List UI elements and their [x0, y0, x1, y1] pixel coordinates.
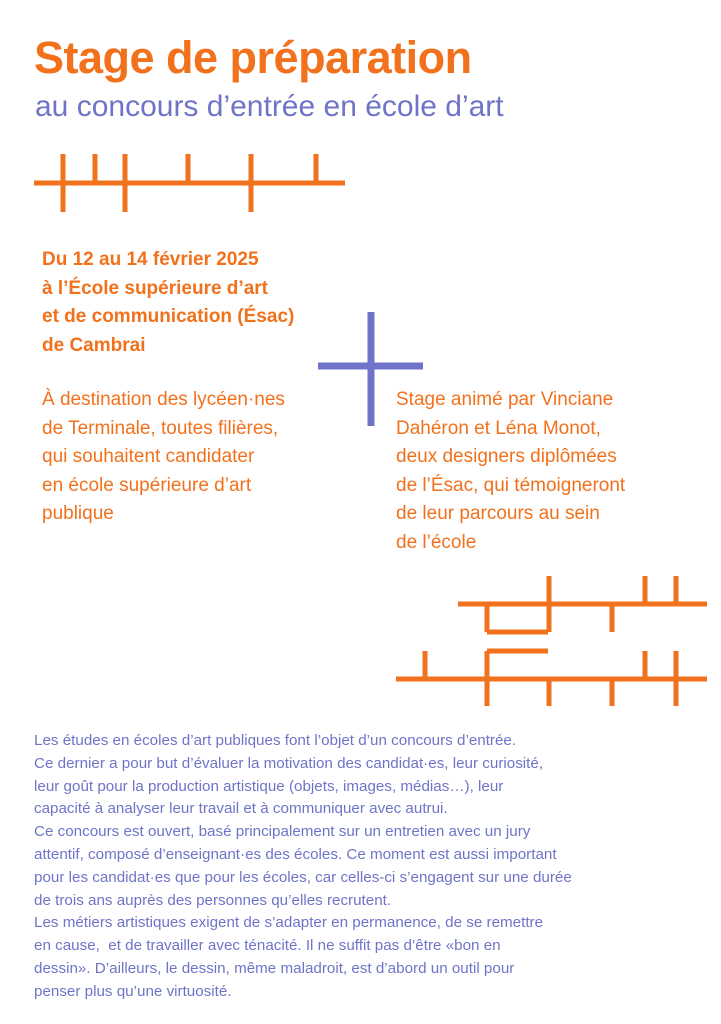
hosts-line: Dahéron et Léna Monot, [396, 417, 601, 439]
body-line: penser plus qu’une virtuosité. [34, 982, 232, 1000]
audience-line: en école supérieure d’art [42, 474, 252, 496]
body-line: en cause, et de travailler avec ténacité. Il ne suffit pas d’être «bon en [34, 937, 501, 955]
hosts-line: de l’école [396, 531, 477, 553]
audience-line: qui souhaitent candidater [42, 446, 255, 467]
event-info-line: Du 12 au 14 février 2025 [42, 249, 259, 270]
event-info-line: de Cambrai [42, 334, 146, 356]
audience-line: À destination des lycéen·nes [42, 389, 285, 410]
hosts-line: de l’Ésac, qui témoigneront [396, 474, 626, 496]
audience-line: de Terminale, toutes filières, [42, 417, 279, 439]
body-line: Les études en écoles d’art publiques font l’objet d’un concours d’entrée. [34, 732, 517, 749]
event-info-line: à l’École supérieure d’art [42, 277, 268, 299]
body-line: Les métiers artistiques exigent de s’adapter en permanence, de se remettre [34, 914, 544, 932]
body-line: attentif, composé d’enseignant·es des écoles. Ce moment est aussi important [34, 845, 557, 863]
hosts-line: Stage animé par Vinciane [396, 389, 614, 410]
event-info [42, 246, 294, 360]
body-line: dessin». D’ailleurs, le dessin, même maladroit, est d’abord un outil pour [34, 959, 515, 977]
audience-line: publique [42, 503, 114, 524]
body-line: Ce dernier a pour but d’évaluer la motivation des candidat·es, leur curiosité, [34, 754, 544, 772]
body-line: de trois ans auprès des personnes qu’elles recrutent. [34, 891, 392, 909]
audience-text [42, 386, 285, 529]
body-line: leur goût pour la production artistique (objets, images, médias…), leur [34, 777, 504, 795]
page-title: Stage de préparation [34, 32, 472, 83]
body-line: pour les candidat·es que pour les écoles, car celles-ci s’engagent sur une durée [34, 868, 572, 886]
hosts-line: deux designers diplômées [396, 446, 617, 467]
body-line: Ce concours est ouvert, basé principalement sur un entretien avec un jury [34, 823, 531, 841]
hosts-line: de leur parcours au sein [396, 503, 600, 524]
page-subtitle: au concours d’entrée en école d’art [35, 90, 504, 123]
body-line: capacité à analyser leur travail et à communiquer avec autrui. [34, 800, 448, 818]
body-paragraph [34, 730, 572, 1004]
event-info-line: et de communication (Ésac) [42, 306, 295, 327]
hosts-text [396, 386, 625, 557]
